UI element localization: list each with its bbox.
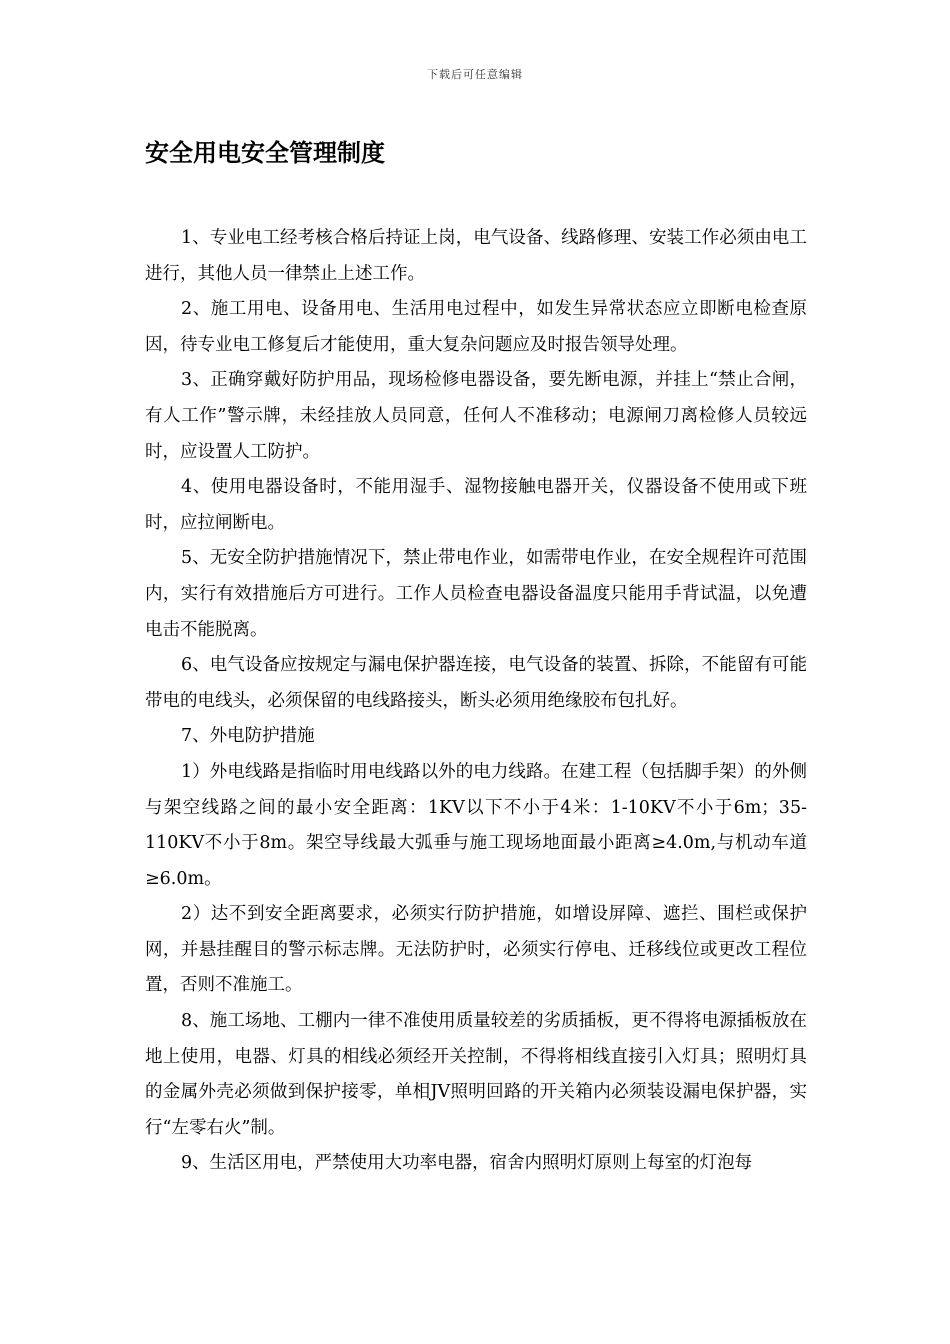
paragraph-9: 9、生活区用电，严禁使用大功率电器，宿舍内照明灯原则上每室的灯泡每 [181,1153,753,1174]
document-body [145,221,807,1182]
paragraph-1: 1、专业电工经考核合格后持证上岗，电气设备、线路修理、安装工作必须由电工进行，其他人员一律禁止上述工作。 [145,228,807,284]
paragraph-8: 8、施工场地、工棚内一律不准使用质量较差的劣质插板，更不得将电源插板放在地上使用，电器、灯具的相线必须经开关控制，不得将相线直接引入灯具；照明灯具的金属外壳必须做到保护接零，单相JV照明回路的开关箱内必须装设漏电保护器，实行“左零右火”制。 [145,1011,807,1138]
paragraph-7: 7、外电防护措施 [181,726,315,747]
paragraph-5: 5、无安全防护措施情况下，禁止带电作业，如需带电作业，在安全规程许可范围内，实行有效措施后方可进行。工作人员检查电器设备温度只能用手背试温，以免遭电击不能脱离。 [145,548,807,640]
paragraph-6: 6、电气设备应按规定与漏电保护器连接，电气设备的装置、拆除，不能留有可能带电的电线头，必须保留的电线路接头，断头必须用绝缘胶布包扎好。 [145,655,807,711]
paragraph-3: 3、正确穿戴好防护用品，现场检修电器设备，要先断电源，并挂上“禁止合闸，有人工作”警示牌，未经挂放人员同意，任何人不准移动；电源闸刀离检修人员较远时，应设置人工防护。 [145,370,807,462]
paragraph-2: 2、施工用电、设备用电、生活用电过程中，如发生异常状态应立即断电检查原因，待专业电工修复后才能使用，重大复杂问题应及时报告领导处理。 [145,299,807,355]
document-title: 安全用电安全管理制度 [145,139,385,167]
paragraph-7-1: 1）外电线路是指临时用电线路以外的电力线路。在建工程（包括脚手架）的外侧与架空线路之间的最小安全距离：1KV以下不小于4米：1-10KV不小于6m；35-110KV不小于8m。架空导线最大弧垂与施工现场地面最小距离≥4.0m,与机动车道≥6.0m。 [145,761,807,889]
page-header: 下载后可任意编辑 [427,68,523,81]
paragraph-4: 4、使用电器设备时，不能用湿手、湿物接触电器开关，仪器设备不使用或下班时，应拉闸断电。 [145,477,807,533]
paragraph-7-2: 2）达不到安全距离要求，必须实行防护措施，如增设屏障、遮拦、围栏或保护网，并悬挂醒目的警示标志牌。无法防护时，必须实行停电、迁移线位或更改工程位置，否则不准施工。 [145,904,807,996]
